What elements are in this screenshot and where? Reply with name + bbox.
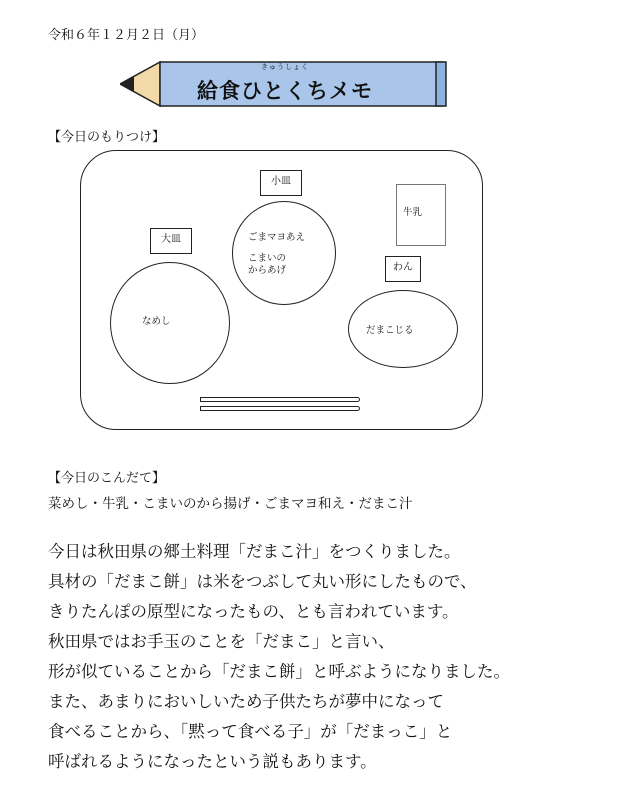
menu-text: 菜めし・牛乳・こまいのから揚げ・ごまマヨ和え・だまこ汁 <box>48 496 413 512</box>
kozara-food-1: ごまマヨあえ <box>248 232 306 243</box>
story-line-8: 呼ばれるようになったという説もあります。 <box>48 752 377 771</box>
oozara-food: なめし <box>142 316 171 327</box>
story-line-7: 食べることから、「黙って食べる子」が「だまっこ」と <box>48 722 453 741</box>
chopstick-bottom <box>200 406 360 411</box>
kozara-label: 小皿 <box>260 170 302 196</box>
banner-ruby: きゅうしょく <box>261 63 309 71</box>
section-heading-layout: 【今日のもりつけ】 <box>48 130 166 145</box>
section-heading-menu: 【今日のこんだて】 <box>48 471 166 486</box>
banner-title: 給食ひとくちメモ <box>197 79 373 103</box>
story-line-6: また、あまりにおいしいため子供たちが夢中になって <box>48 692 444 711</box>
date-header: 令和６年１２月２日（月） <box>48 28 205 43</box>
chopstick-top <box>200 397 360 402</box>
kozara-food-2b: からあげ <box>248 265 287 276</box>
milk-label: 牛乳 <box>403 207 423 218</box>
story-line-3: きりたんぽの原型になったもの、とも言われています。 <box>48 602 459 621</box>
story-line-4: 秋田県ではお手玉のことを「だまこ」と言い、 <box>48 632 395 651</box>
story-text <box>48 537 608 777</box>
story-line-5: 形が似ていることから「だまこ餅」と呼ぶようになりました。 <box>48 662 510 681</box>
wan-label: わん <box>385 256 421 282</box>
kozara-food-2a: こまいの <box>248 253 287 264</box>
wan-food: だまこじる <box>366 325 414 336</box>
oozara-label: 大皿 <box>150 228 192 254</box>
story-line-2: 具材の「だまこ餅」は米をつぶして丸い形にしたもので、 <box>48 572 477 591</box>
story-line-1: 今日は秋田県の郷土料理「だまこ汁」をつくりました。 <box>48 542 461 561</box>
